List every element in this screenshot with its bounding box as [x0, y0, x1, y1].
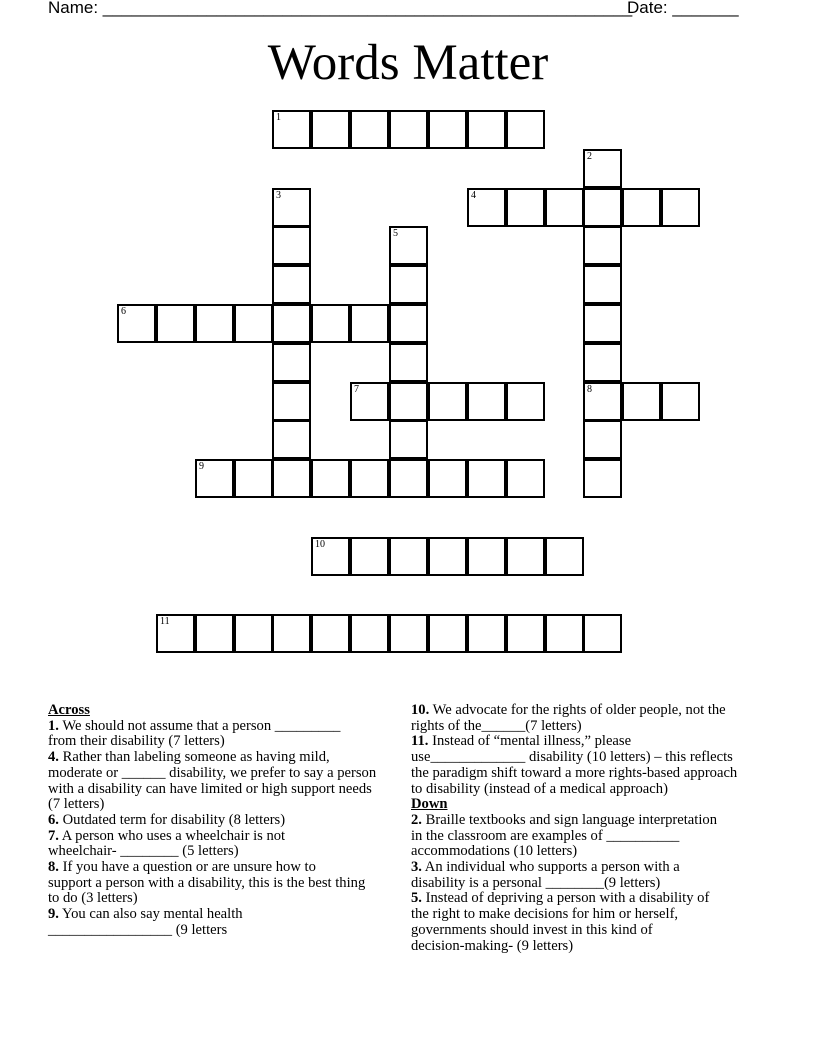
clue-item: [411, 703, 771, 734]
crossword-cell[interactable]: [272, 459, 311, 498]
crossword-cell[interactable]: [311, 459, 350, 498]
crossword-cell[interactable]: [622, 382, 661, 421]
crossword-cell[interactable]: [506, 614, 545, 653]
crossword-cell[interactable]: [272, 304, 311, 343]
clue-number-9: 9: [199, 461, 204, 472]
crossword-cell[interactable]: [350, 459, 389, 498]
clue-number-7: 7: [354, 384, 359, 395]
crossword-cell[interactable]: [389, 459, 428, 498]
crossword-cell[interactable]: [583, 265, 622, 304]
date-field-label[interactable]: Date: _______: [627, 0, 739, 17]
crossword-cell[interactable]: [195, 614, 234, 653]
crossword-cell[interactable]: [234, 614, 273, 653]
clue-label: 5.: [411, 890, 422, 907]
clues-right-column: [411, 703, 771, 954]
crossword-cell[interactable]: [428, 459, 467, 498]
crossword-cell[interactable]: [583, 343, 622, 382]
crossword-cell[interactable]: [428, 382, 467, 421]
crossword-cell[interactable]: [311, 304, 350, 343]
name-field-label[interactable]: Name: ________________________________________________________: [48, 0, 633, 17]
clue-number-5: 5: [393, 228, 398, 239]
crossword-cell[interactable]: [545, 614, 584, 653]
clue-text: Outdated term for disability (8 letters): [58, 811, 286, 828]
crossword-cell[interactable]: [661, 188, 700, 227]
crossword-cell[interactable]: [389, 304, 428, 343]
crossword-cell[interactable]: [389, 265, 428, 304]
clue-item: [411, 891, 771, 954]
clue-text: An individual who supports a person with a disability is a personal ________(9 letters): [411, 859, 680, 891]
clue-item: [48, 907, 403, 938]
crossword-cell[interactable]: [428, 614, 467, 653]
clue-label: 6.: [48, 811, 59, 828]
crossword-cell[interactable]: [156, 304, 195, 343]
clue-text: If you have a question or are unsure how to support a person with a disability, this is the best thing to do (3 letters): [48, 859, 366, 907]
crossword-cell[interactable]: [350, 614, 389, 653]
crossword-cell[interactable]: [272, 110, 311, 149]
crossword-cell[interactable]: [545, 188, 584, 227]
clue-text: Rather than labeling someone as having mild, moderate or ______ disability, we prefer to say a person with a disability can have limited or high support needs (7 letters): [48, 749, 377, 813]
crossword-cell[interactable]: [195, 459, 234, 498]
clue-label: 11.: [411, 733, 429, 750]
crossword-cell[interactable]: [389, 110, 428, 149]
clue-number-10: 10: [315, 539, 325, 550]
clue-number-3: 3: [276, 190, 281, 201]
crossword-cell[interactable]: [311, 614, 350, 653]
crossword-cell[interactable]: [545, 537, 584, 576]
crossword-cell[interactable]: [467, 459, 506, 498]
crossword-cell[interactable]: [428, 110, 467, 149]
crossword-cell[interactable]: [506, 459, 545, 498]
crossword-cell[interactable]: [350, 537, 389, 576]
crossword-cell[interactable]: [583, 382, 622, 421]
clue-label: 9.: [48, 906, 59, 923]
crossword-cell[interactable]: [389, 382, 428, 421]
crossword-cell[interactable]: [506, 537, 545, 576]
page-title: Words Matter: [267, 35, 549, 91]
clue-text: Instead of depriving a person with a disability of the right to make decisions for him or herself, governments should invest in this kind of decision-making- (9 letters): [411, 890, 710, 954]
clue-label: 8.: [48, 859, 59, 876]
crossword-cell[interactable]: [506, 110, 545, 149]
crossword-cell[interactable]: [389, 614, 428, 653]
crossword-cell[interactable]: [661, 382, 700, 421]
clue-number-1: 1: [276, 112, 281, 123]
crossword-cell[interactable]: [583, 149, 622, 188]
crossword-cell[interactable]: [467, 537, 506, 576]
crossword-cell[interactable]: [272, 265, 311, 304]
crossword-cell[interactable]: [272, 382, 311, 421]
crossword-cell[interactable]: [311, 110, 350, 149]
crossword-cell[interactable]: [583, 188, 622, 227]
clue-item: [411, 734, 771, 797]
clue-label: 10.: [411, 702, 430, 718]
clue-label: 3.: [411, 859, 422, 876]
crossword-cell[interactable]: [234, 459, 273, 498]
crossword-cell[interactable]: [350, 382, 389, 421]
clue-item: [48, 750, 403, 813]
crossword-cell[interactable]: [195, 304, 234, 343]
crossword-cell[interactable]: [506, 382, 545, 421]
crossword-cell[interactable]: [311, 537, 350, 576]
clue-text: We should not assume that a person _________ from their disability (7 letters): [48, 717, 341, 750]
clue-item: [48, 829, 403, 860]
crossword-cell[interactable]: [467, 614, 506, 653]
crossword-cell[interactable]: [272, 420, 311, 459]
crossword-cell[interactable]: [272, 188, 311, 227]
crossword-cell[interactable]: [389, 420, 428, 459]
crossword-cell[interactable]: [234, 304, 273, 343]
clue-label: 4.: [48, 749, 59, 766]
clue-number-2: 2: [587, 151, 592, 162]
crossword-cell[interactable]: [272, 614, 311, 653]
crossword-cell[interactable]: [622, 188, 661, 227]
crossword-cell[interactable]: [272, 226, 311, 265]
crossword-cell[interactable]: [506, 188, 545, 227]
crossword-cell[interactable]: [467, 382, 506, 421]
clue-text: Braille textbooks and sign language interpretation in the classroom are examples of __________ accommodations (10 letters): [411, 811, 717, 860]
clue-item: [411, 813, 771, 860]
clue-label: 1.: [48, 717, 59, 734]
clue-number-11: 11: [160, 616, 170, 627]
clue-label: 7.: [48, 827, 59, 844]
clue-item: [48, 860, 403, 907]
crossword-cell[interactable]: [117, 304, 156, 343]
crossword-cell[interactable]: [583, 459, 622, 498]
clue-item: [411, 860, 771, 891]
clue-text: A person who uses a wheelchair is not wheelchair- ________ (5 letters): [48, 827, 286, 860]
down-heading: Down: [411, 796, 448, 813]
clue-number-8: 8: [587, 384, 592, 395]
crossword-cell[interactable]: [467, 188, 506, 227]
clue-item: [48, 813, 403, 829]
crossword-cell[interactable]: [583, 226, 622, 265]
crossword-cell[interactable]: [389, 537, 428, 576]
crossword-cell[interactable]: [389, 226, 428, 265]
crossword-cell[interactable]: [583, 304, 622, 343]
clue-item: [48, 719, 403, 750]
crossword-cell[interactable]: [389, 343, 428, 382]
crossword-cell[interactable]: [583, 420, 622, 459]
clue-label: 2.: [411, 811, 422, 828]
clue-number-6: 6: [121, 306, 126, 317]
clues-left-column: [48, 703, 403, 939]
crossword-cell[interactable]: [272, 343, 311, 382]
crossword-cell[interactable]: [467, 110, 506, 149]
crossword-cell[interactable]: [350, 110, 389, 149]
clue-text: Instead of “mental illness,” please use_____________ disability (10 letters) – this reflects the paradigm shift toward a more rights-based approach to disability (instead of a medical approach): [411, 733, 738, 797]
clue-text: You can also say mental health _________________ (9 letters: [48, 906, 243, 938]
clue-text: We advocate for the rights of older people, not the rights of the______(7 letters): [411, 702, 726, 734]
across-heading: Across: [48, 702, 90, 718]
clue-number-4: 4: [471, 190, 476, 201]
crossword-cell[interactable]: [428, 537, 467, 576]
crossword-cell[interactable]: [350, 304, 389, 343]
crossword-cell[interactable]: [583, 614, 622, 653]
crossword-cell[interactable]: [156, 614, 195, 653]
